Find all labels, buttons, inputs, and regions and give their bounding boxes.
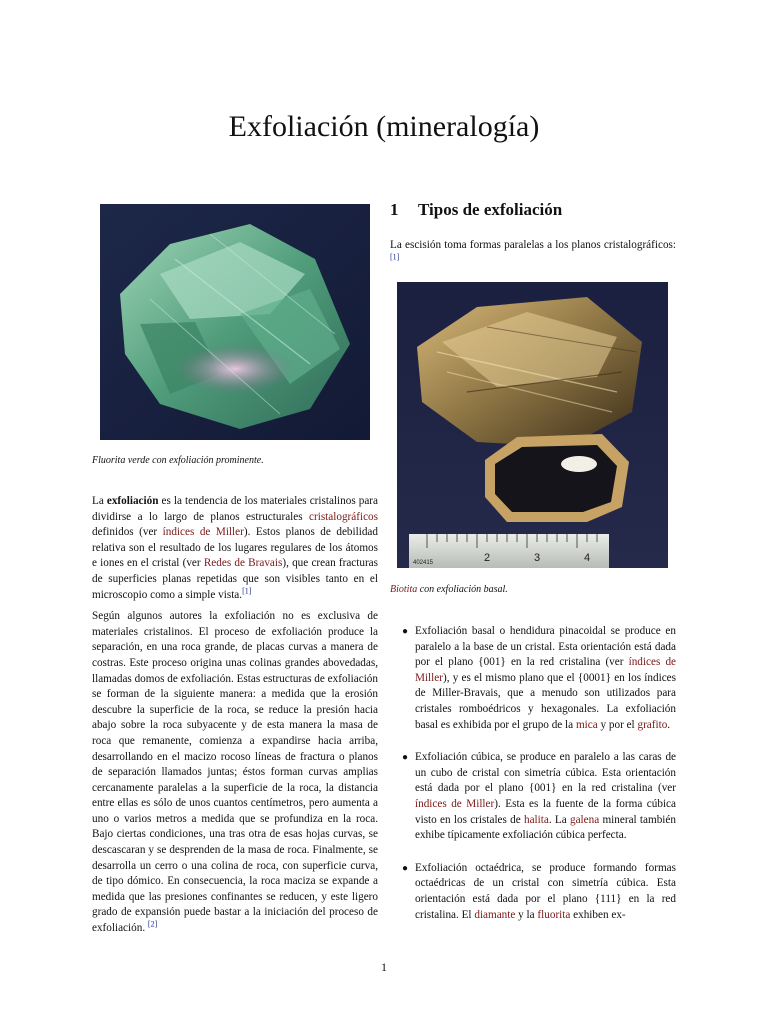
citation-1b[interactable]: [1] <box>390 251 400 261</box>
intro-paragraph-2: Según algunos autores la exfoliación no es exclusiva de materiales cristalinos. El proceso de exfoliación produce la separación, en una roca grande, de placas curvas a manera de costras. Este proceso origina unas colinas grandes abovedadas, llamadas domos de exfoliación. Estas estructuras de exfoliación se forman de la siguiente manera: a medida que la erosión descubre la superficie de la roca, se reduce la presión hacia abajo sobre la roca subyacente y de esta manera la masa de roca que remanente, comienza a expandirse hacia arriba, desarrollando en el macizo rocoso líneas de fractura o planos de separación llamados juntas; éstos forman curvas amplias cercanamente paralelas a la superficie de la roca, la distancia entre ellas es sólo de unos cuantos centímetros, pero aumenta a uno o varios metros a medida que se profundiza en la roca. Bajo ciertas condiciones, una tras otra de esas hojas curvas, se descascaran y se desprenden de la masa de roca. Finalmente, se desarrolla un cerro o una colina de roca, con superficie curva, de tipo dómico. En consecuencia, la roca maciza se expande a medida que las presiones confinantes se reducen, y este ligero grado de expansión puede bastar a la iniciación del proceso de exfoliación. [2] <box>92 610 378 935</box>
link-indices-miller[interactable]: índices de Miller <box>162 526 244 539</box>
intro-paragraph-1: La exfoliación es la tendencia de los materiales cristalinos para dividirse a lo largo de planos estructurales cristalográficos definidos (ver índices de Miller). Estos planos de debilidad relativa son el resultado de los lugares regulares de los átomos e iones en el cristal (ver Redes de Bravais), que crean fracturas de superficies planas repetidas que son visibles tanto en el microscopio como a simple vista.[1] <box>92 495 378 601</box>
link-indices-miller[interactable]: índices de Miller <box>415 656 677 684</box>
list-item-cubica: ● Exfoliación cúbica, se produce en paralelo a las caras de un cubo de cristal con simetría cúbica. Esta orientación está dada por el plano {001} en la red cristalina (ver índices de Miller). Esta es la fuente de la forma cúbica visto en los cristales de halita. La galena mineral también exhibe típicamente exfoliación cúbica perfecta. <box>402 751 676 842</box>
link-fluorita[interactable]: fluorita <box>537 908 571 921</box>
list-item-octaedrica: ● Exfoliación octaédrica, se produce formando formas octaédricas de un cristal con simetría cúbica. Esta orientación está dada por el plano {111} en la red cristalina. El diamante y la fluorita exhiben ex- <box>402 861 676 921</box>
ruler-digit-4: 4 <box>584 552 591 564</box>
cleavage-types-list <box>398 624 676 940</box>
fluorite-photo <box>100 204 370 440</box>
biotite-caption: Biotita con exfoliación basal. <box>390 584 508 595</box>
ruler-digit-3: 3 <box>534 552 541 564</box>
link-indices-miller[interactable]: índices de Miller <box>415 797 495 810</box>
link-grafito[interactable]: grafito <box>637 718 668 731</box>
link-redes-bravais[interactable]: Redes de Bravais <box>203 557 283 570</box>
link-diamante[interactable]: diamante <box>474 908 516 921</box>
citation-1[interactable]: [1] <box>242 585 252 595</box>
section-number: 1 <box>390 200 399 219</box>
bullet-icon: ● <box>402 626 409 637</box>
page-title: Exfoliación (mineralogía) <box>228 110 540 143</box>
bullet-icon: ● <box>402 862 409 874</box>
section-title: Tipos de exfoliación <box>418 200 563 219</box>
ruler-digit-2: 2 <box>484 552 491 564</box>
list-item-basal: ● Exfoliación basal o hendidura pinacoidal se produce en paralelo a la base de un cristal. Esta orientación está dada por el plano {001} en la red cristalina (ver índices de Miller), y es el mismo plano que el {0001} en los índices de Miller-Bravais, que a menudo son utilizados para cristales romboédricos y hexagonales. La exfoliación basal es exhibida por el grupo de la mica y por el grafito. <box>402 625 677 731</box>
term-exfoliacion: exfoliación <box>106 495 159 507</box>
section-heading <box>390 200 680 220</box>
fluorite-caption: Fluorita verde con exfoliación prominente. <box>92 455 264 466</box>
citation-2[interactable]: [2] <box>147 919 158 929</box>
section-intro: La escisión toma formas paralelas a los planos cristalográficos:[1] <box>390 239 676 261</box>
biotite-photo <box>397 282 668 568</box>
intro-text <box>92 494 378 943</box>
link-biotita[interactable]: Biotita <box>390 584 418 595</box>
link-mica[interactable]: mica <box>575 718 598 731</box>
bullet-icon: ● <box>402 752 409 764</box>
page-number: 1 <box>381 960 387 974</box>
link-cristalograficos[interactable]: cristalográficos <box>309 510 378 523</box>
ruler-code: 402415 <box>413 560 434 566</box>
link-halita[interactable]: halita <box>523 813 549 826</box>
link-galena[interactable]: galena <box>570 813 600 826</box>
